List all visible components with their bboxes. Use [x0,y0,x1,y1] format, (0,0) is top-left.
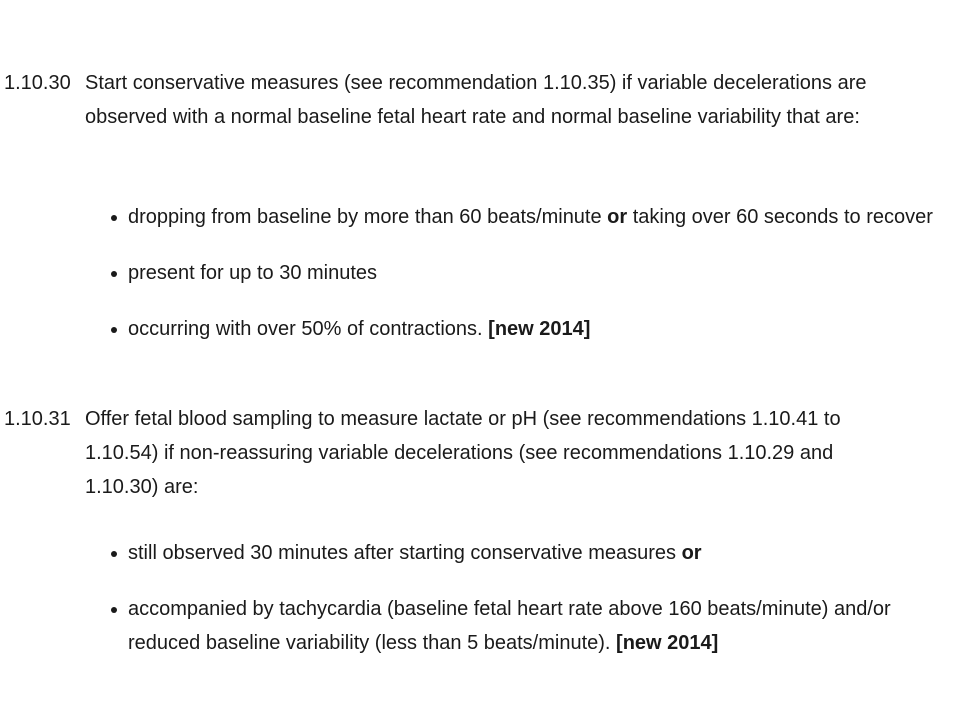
recommendation-bullet-list [128,536,958,660]
recommendation-text: Offer fetal blood sampling to measure lactate or pH (see recommendations 1.10.41 to 1.10.54) if non-reassuring variable decelerations (see recommendations 1.10.29 and 1.10.30) are: [85,408,841,498]
bullet-text: still observed 30 minutes after starting conservative measures [128,542,682,564]
list-item [128,312,958,346]
list-item [128,256,958,290]
bullet-emphasis: or [607,206,628,228]
bullet-emphasis: [new 2014] [616,632,719,654]
recommendation-number: 1.10.31 [4,408,71,430]
bullet-emphasis: or [681,542,702,564]
bullet-text: taking over 60 seconds to recover [627,206,933,228]
list-item [128,592,928,660]
bullet-text: accompanied by tachycardia (baseline fetal heart rate above 160 beats/minute) and/or reduced baseline variability (less than 5 beats/minute). [128,598,891,654]
list-item [128,536,958,570]
bullet-text: occurring with over 50% of contractions. [128,318,489,340]
bullet-text: present for up to 30 minutes [128,262,378,284]
recommendation-bullet-list [128,200,958,346]
bullet-emphasis: [new 2014] [488,318,591,340]
list-item [128,200,958,234]
recommendation-text: Start conservative measures (see recommendation 1.10.35) if variable decelerations are observed with a normal baseline fetal heart rate and normal baseline variability that are: [85,72,867,128]
recommendation-number: 1.10.30 [4,72,71,94]
bullet-text: dropping from baseline by more than 60 beats/minute [128,206,608,228]
